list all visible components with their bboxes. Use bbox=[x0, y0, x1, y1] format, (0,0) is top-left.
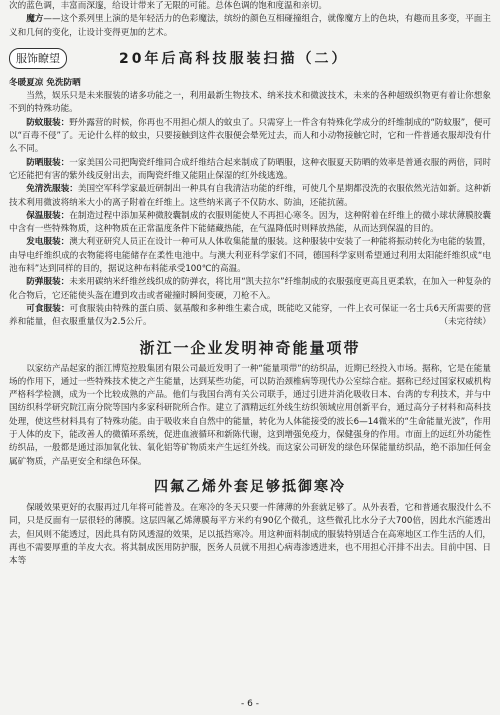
item-label: 发电服装： bbox=[26, 237, 70, 248]
item-thermal bbox=[9, 210, 491, 237]
page-number: - 6 - bbox=[241, 698, 259, 709]
item-label: 防晒服装： bbox=[26, 157, 70, 168]
item-label: 防蚊服装： bbox=[26, 117, 70, 128]
item-label: 免清洗服装： bbox=[26, 184, 78, 195]
item-text: 野外露营的时候，你再也不用担心烦人的蚊虫了。只需穿上一件含有特殊化学成分的纤维制成的“防蚊服”，便可以“百毒不侵”了。无论什么样的蚊虫，只要接触到这件衣服便会晕死过去，而人和小动物接触它时，它和一件普通衣服却没有什么不同。 bbox=[9, 117, 491, 155]
section1-title: 20年后高科技服装扫描（二） bbox=[119, 50, 349, 67]
section1-lead: 当然，娱乐只是未来服装的诸多功能之一，利用最新生物技术、纳米技术和微波技术，未来的各种超级织物更有着让你想象不到的特殊功能。 bbox=[9, 91, 491, 115]
item-no-wash bbox=[9, 183, 491, 210]
item-text: 可食服装由特殊的蛋白质、氨基酸和多种维生素合成，既能吃又能穿，一件上衣可保证一名士兵6天所需要的营养和能量，但衣服重量仅为2.5公斤。 bbox=[9, 303, 491, 328]
section1-subhead: 冬暖夏凉 免洗防晒 bbox=[9, 77, 81, 88]
section2-title: 浙江一企业发明神奇能量项带 bbox=[139, 338, 361, 357]
item-label: 防弹服装： bbox=[26, 277, 70, 288]
item-anti-mosquito bbox=[9, 117, 491, 157]
item-text: 美国空军科学家最近研制出一种具有自我清洁功能的纤维，可使几个星期都没洗的衣服依然光洁如新。这种新技术利用微波将纳米大小的离子附着在纤维上。这些纳米离子不仅防水、防油，还能抗菌。 bbox=[9, 184, 491, 208]
mofang-text: ——这个系列里上演的是年轻活力的色彩魔法，缤纷的颜色互相碰撞组合，就像魔方上的色块，有趣而且多变，平面主义和几何的变化，让设计变得更加的艺术。 bbox=[9, 14, 491, 38]
section3-title: 四氟乙烯外套足够抵御寒冷 bbox=[154, 478, 346, 495]
item-label: 可食服装： bbox=[26, 303, 70, 314]
item-text: 未来用碳纳米纤维丝线织成的防弹衣，将比用“凯夫拉尔”纤维制成的衣服强度更高且更柔软，在加入一种复杂的化合物后，它还能使头盔在遭到攻击或者碰撞时瞬间变硬，刀枪不入。 bbox=[9, 277, 491, 301]
column-tag: 服饰瞭望 bbox=[9, 48, 67, 69]
item-label: 保温服装： bbox=[26, 210, 70, 221]
item-text: 澳大利亚研究人员正在设计一种可从人体收集能量的服装。这种服装中安装了一种能将振动转化为电能的装置，由导电纤维织成的衣物能将电能储存在柔性电池中。与澳大利亚科学家们不同，德国科学家则希望通过利用太阳能纤维织成“电池布料”达到同样的目的，据说这种布料能承受100℃的高温。 bbox=[9, 237, 491, 275]
item-sun-protection bbox=[9, 157, 491, 184]
intro-line: 次的蓝色调，丰富而深邃，给设计带来了无限的可能。总体色调的饱和度温和亲切。 bbox=[9, 1, 327, 11]
section3-body: 保暖效果更好的衣服再过几年将可能普及。在寒冷的冬天只要一件薄薄的外套就足够了。从外表看，它和普通衣服没什么不同，只是反面有一层很轻的薄膜。这层四氟乙烯薄膜每平方米约有90亿个微孔，这些微孔比水分子大700倍，因此水汽能透出去，但风则不能透过，因此具有防风透湿的效果，足以抵挡寒冷。用这种面料制成的服装特别适合在高寒地区工作生活的人们，再也不需要厚重的羊皮大衣。将其制成医用防护服，医务人员就不用担心病毒渗透进来，也不用担心汗排不出去。目前中国、日本等 bbox=[9, 502, 491, 567]
section1-header bbox=[9, 47, 491, 71]
item-bulletproof bbox=[9, 276, 491, 303]
item-text: 在制造过程中添加某种微胶囊制成的衣服则能使人不再担心寒冬。因为，这种附着在纤维上的微小球状薄膜胶囊中含有一些特殊物质，这种物质在正常温度条件下能储藏热能，在气温降低时则释放热能，从而达到保温的目的。 bbox=[9, 210, 491, 235]
item-power-generating bbox=[9, 236, 491, 276]
to-be-continued: （未完待续） bbox=[439, 317, 491, 328]
item-text: 一家美国公司把陶瓷纤维同合成纤维结合起来制成了防晒服，这种衣服夏天防晒的效率是普通衣服的两倍，同时它还能把有害的紫外线反射出去，而陶瓷纤维又能阻止保湿的红外线逃逸。 bbox=[9, 157, 491, 181]
mofang-label: 魔方 bbox=[26, 14, 44, 25]
item-edible bbox=[9, 303, 491, 330]
section2-body: 以家纺产品起家的浙江博览控股集团有限公司最近发明了一种“能量项带”的纺织品，近期已经投入市场。据称，它是在能量场的作用下，通过一些特殊技术使之产生能量，达到某些功能，可以防治颈椎病等现代办公室综合症。据称已经过国家权威机构严格科学检测，成为一个比较成熟的产品。他们与我国台湾有关公司联手，通过引进并消化吸收日本、台湾的专利技术，并与中国纺织科学研究院江南分院等国内多家科研院所合作。建立了酒精远红外线生纺织领域应用创新平台，通过高分子材料和高科技处理，使这些材料具有了特殊功能。由于吸收来自自然中的能量，转化为人体能接受的波长6—14微米的“生命能量光波”，作用于人体的皮下，能改善人的微循环系统，促进血液循环和新陈代谢，这到增强免疫力，保健强身的作用。市面上的远红外功能性纺织品，一般都是通过添加氧化钛、氧化铝等矿物质来产生远红外线。而这家公司研发的绿色环保能量纺织品，绝不添加任何金属矿物质，产品更安全和绿色环保。 bbox=[9, 363, 491, 467]
intro-paragraph-mofang bbox=[9, 13, 491, 40]
